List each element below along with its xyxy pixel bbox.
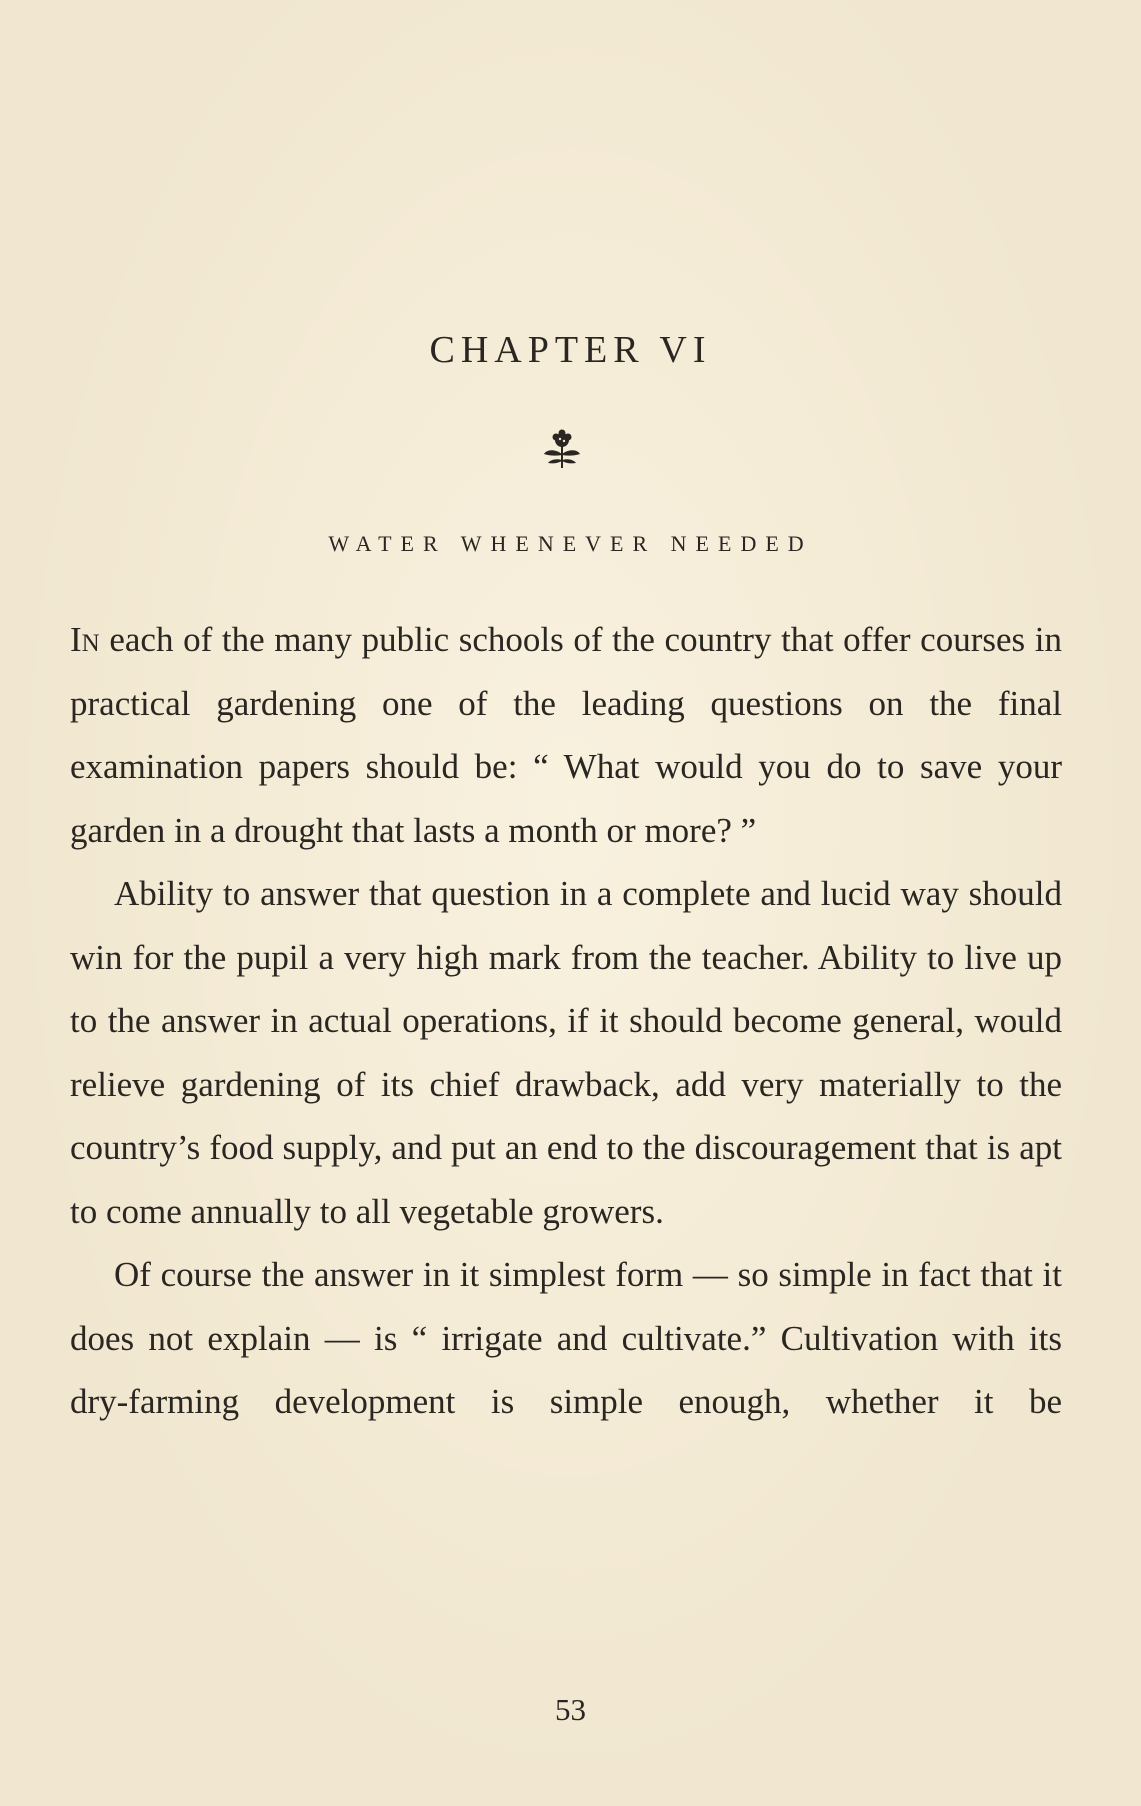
paragraph [70,608,1062,862]
dropcap-word: In [70,620,100,659]
chapter-subtitle: WATER WHENEVER NEEDED [328,531,813,556]
paragraph: Ability to answer that question in a complete and lucid way should win for the pupil a very high mark from the teacher. Ability to live up to the answer in actual operations, if it should become general, would relieve gardening of its chief drawback, add very materially to the country’s food supply, and put an end to the discouragement that is apt to come annually to all vegetable growers. [70,874,1062,1231]
chapter-title: CHAPTER VI [429,329,712,371]
paragraph: Of course the answer in it simplest form — so simple in fact that it does not explain — is “ irrigate and cultivate.” Cultivation with its dry-farming development is simple enough, whether it be [70,1255,1062,1421]
chapter-body [70,608,1062,1434]
page-number: 53 [555,1692,586,1727]
flower-ornament-icon [540,428,584,472]
paragraph-text: each of the many public schools of the country that offer courses in practical gardening one of the leading questions on the final examination papers should be: “ What would you do to save your garden in a drought that lasts a month or more? ” [70,620,1062,850]
